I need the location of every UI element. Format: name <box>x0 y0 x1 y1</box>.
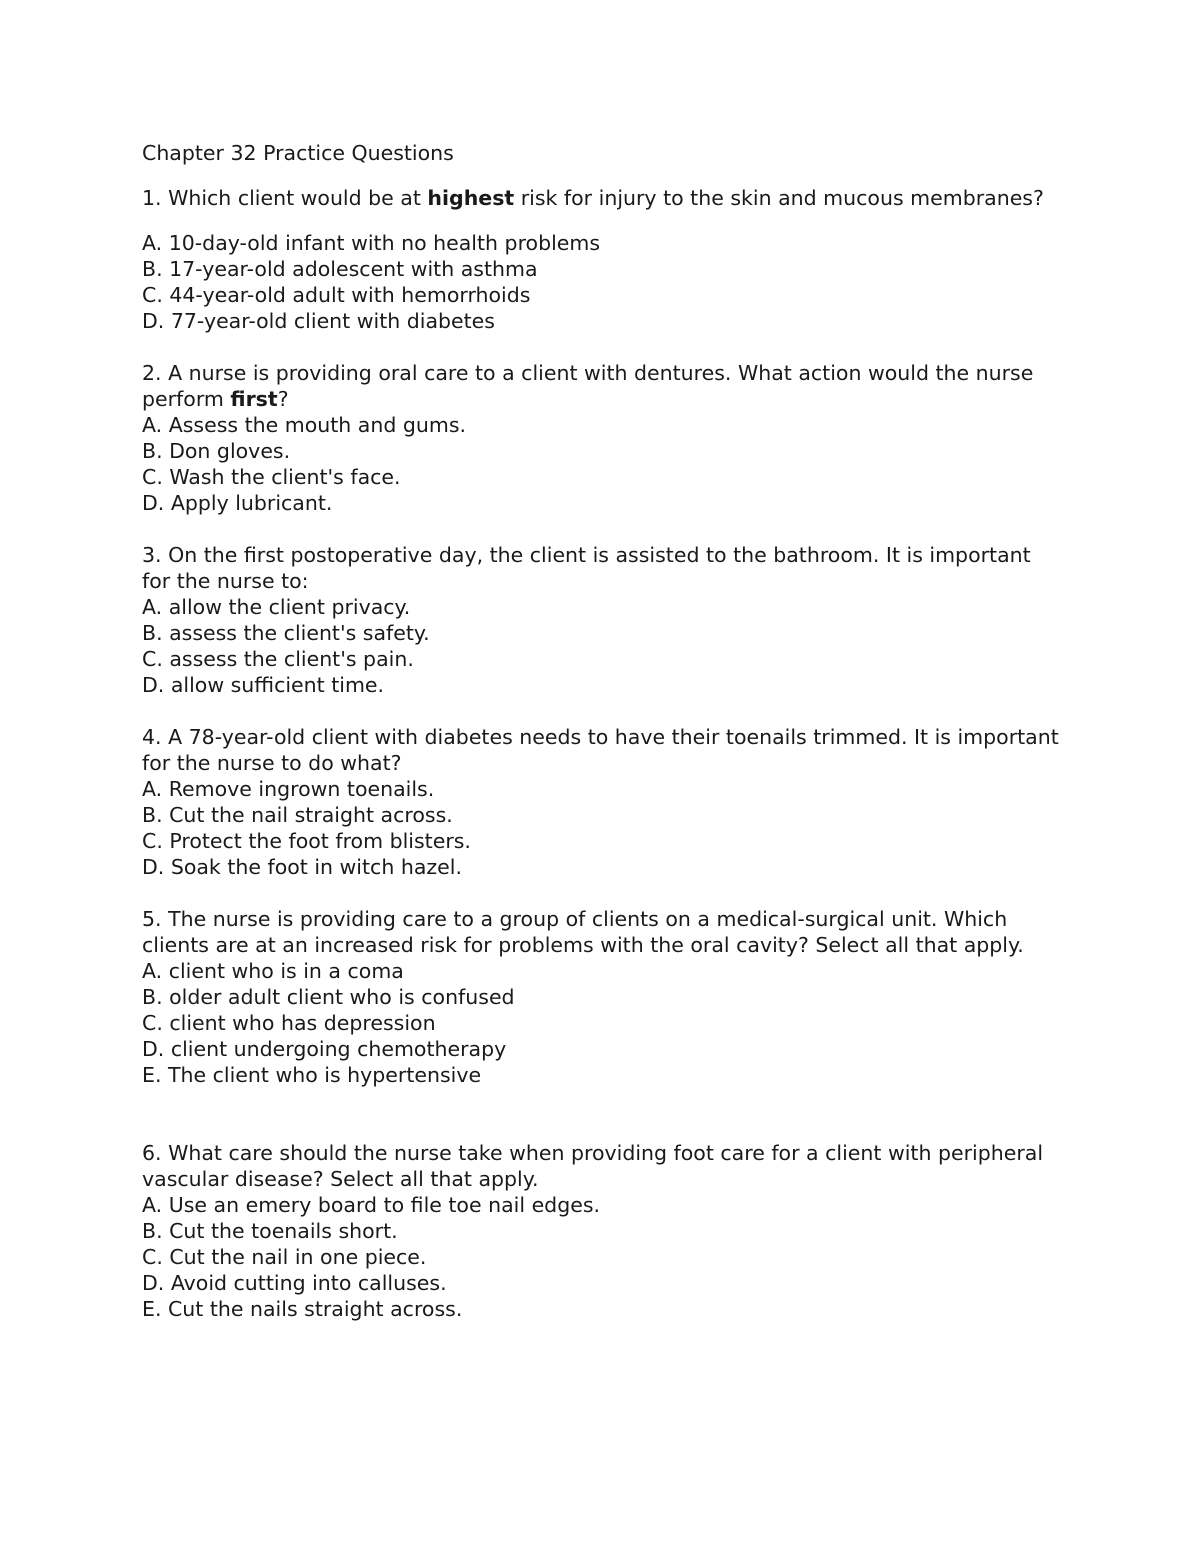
question-2-text-part: ? <box>277 387 289 411</box>
option-b: B. assess the client's safety. <box>142 621 430 645</box>
option-b: B. older adult client who is confused <box>142 985 515 1009</box>
question-1-options <box>142 230 1062 334</box>
option-a: A. client who is in a coma <box>142 959 404 983</box>
option-b: B. Cut the nail straight across. <box>142 803 453 827</box>
option-d: D. Avoid cutting into calluses. <box>142 1271 447 1295</box>
question-2-emphasis: first <box>230 387 278 411</box>
question-1-text-part: 1. Which client would be at <box>142 186 428 210</box>
option-b: B. Cut the toenails short. <box>142 1219 398 1243</box>
option-e: E. The client who is hypertensive <box>142 1063 482 1087</box>
question-3-options <box>142 594 1062 698</box>
option-d: D. 77-year-old client with diabetes <box>142 309 495 333</box>
option-c: C. Protect the foot from blisters. <box>142 829 471 853</box>
question-4-options <box>142 776 1062 880</box>
document-page <box>142 140 1062 1322</box>
question-1-emphasis: highest <box>427 186 515 210</box>
question-2 <box>142 360 1062 516</box>
question-6-text: 6. What care should the nurse take when providing foot care for a client with peripheral vascular disease? Select all that apply. <box>142 1141 1044 1191</box>
option-c: C. client who has depression <box>142 1011 436 1035</box>
option-c: C. Wash the client's face. <box>142 465 401 489</box>
option-d: D. Soak the foot in witch hazel. <box>142 855 462 879</box>
question-1-text-part: risk for injury to the skin and mucous membranes? <box>514 186 1044 210</box>
option-b: B. 17-year-old adolescent with asthma <box>142 257 538 281</box>
question-5-text: 5. The nurse is providing care to a group of clients on a medical-surgical unit. Which clients are at an increased risk for problems with the oral cavity? Select all that apply. <box>142 907 1024 957</box>
option-b: B. Don gloves. <box>142 439 291 463</box>
question-2-text <box>142 360 1062 412</box>
question-6-options <box>142 1192 1062 1322</box>
question-6 <box>142 1140 1062 1322</box>
document-title: Chapter 32 Practice Questions <box>142 141 454 165</box>
question-2-options <box>142 412 1062 516</box>
option-d: D. allow sufficient time. <box>142 673 385 697</box>
question-4-text: 4. A 78-year-old client with diabetes needs to have their toenails trimmed. It is important for the nurse to do what? <box>142 725 1059 775</box>
option-c: C. assess the client's pain. <box>142 647 414 671</box>
option-e: E. Cut the nails straight across. <box>142 1297 463 1321</box>
option-a: A. Use an emery board to file toe nail edges. <box>142 1193 601 1217</box>
option-d: D. client undergoing chemotherapy <box>142 1037 507 1061</box>
question-3 <box>142 542 1062 698</box>
question-2-text-part: 2. A nurse is providing oral care to a client with dentures. What action would the nurse perform <box>142 361 1034 411</box>
option-a: A. 10-day-old infant with no health problems <box>142 231 601 255</box>
option-c: C. 44-year-old adult with hemorrhoids <box>142 283 531 307</box>
option-a: A. Remove ingrown toenails. <box>142 777 435 801</box>
question-3-text: 3. On the first postoperative day, the client is assisted to the bathroom. It is important for the nurse to: <box>142 543 1031 593</box>
option-d: D. Apply lubricant. <box>142 491 333 515</box>
question-5-options <box>142 958 1062 1088</box>
question-5 <box>142 906 1062 1088</box>
question-1-text <box>142 185 1062 211</box>
question-1 <box>142 185 1062 334</box>
question-4 <box>142 724 1062 880</box>
option-c: C. Cut the nail in one piece. <box>142 1245 427 1269</box>
option-a: A. Assess the mouth and gums. <box>142 413 467 437</box>
option-a: A. allow the client privacy. <box>142 595 411 619</box>
